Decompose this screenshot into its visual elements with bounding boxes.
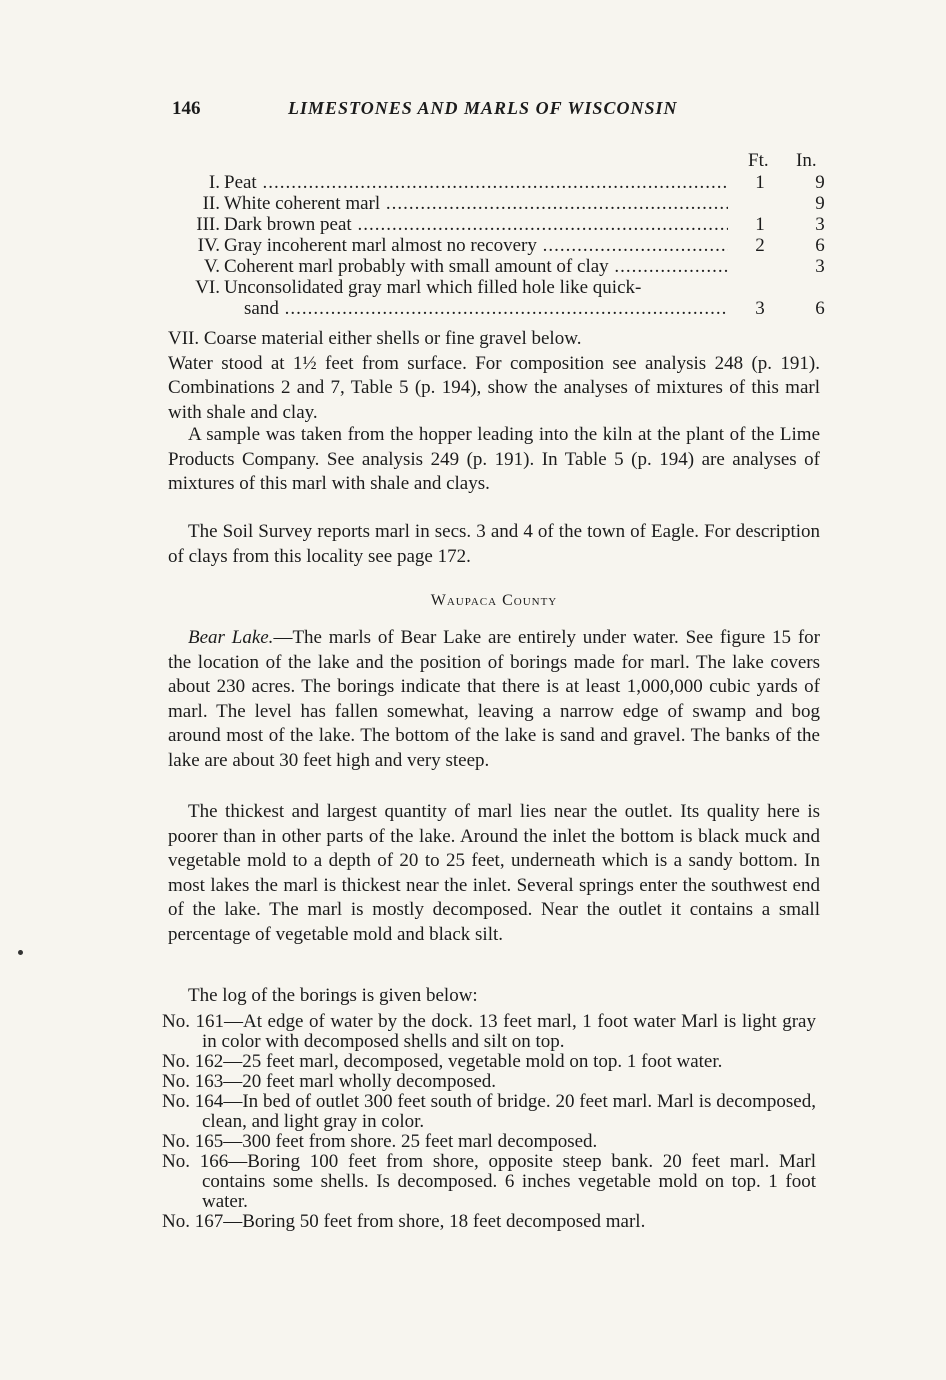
boring-text: —Boring 50 feet from shore, 18 feet decomposed marl. — [223, 1211, 646, 1232]
log-row — [172, 172, 824, 193]
layer-number: III. — [196, 214, 220, 235]
log-layer-seven: VII. Coarse material either shells or fine gravel below. — [168, 328, 582, 349]
layer-description: White coherent marl ..... — [224, 193, 728, 214]
layer-inches: 6 — [815, 235, 825, 256]
bear-lake-text — [168, 626, 820, 773]
boring-number: No. 165 — [162, 1131, 224, 1152]
page-number: 146 — [172, 98, 201, 119]
log-row — [172, 214, 824, 235]
column-header-feet: Ft. — [748, 150, 769, 171]
boring-text: —In bed of outlet 300 feet south of bridge. 20 feet marl. Marl is decomposed, clean, and light gray in color. — [202, 1091, 816, 1132]
layer-number: V. — [203, 256, 220, 277]
boring-number: No. 164 — [162, 1091, 224, 1112]
sample-text: A sample was taken from the hopper leading into the kiln at the plant of the Lime Products Company. See analysis 249 (p. 191). In Table 5 (p. 194) are analyses of mixtures of this marl with shale and clays. — [168, 424, 820, 494]
layer-feet: 2 — [755, 235, 765, 256]
boring-number: No. 163 — [162, 1071, 224, 1092]
layer-number: I. — [208, 172, 220, 193]
bear-lake-body: —The marls of Bear Lake are entirely under water. See figure 15 for the location of the lake and the position of borings made for marl. The lake covers about 230 acres. The borings indicate that there is at least 1,000,000 cubic yards of marl. The level has fallen somewhat, leaving a narrow edge of swamp and bog around most of the lake. The bottom of the lake is sand and gravel. The banks of the lake are about 30 feet high and very steep. — [168, 627, 820, 771]
layer-description: Dark brown peat ..... — [224, 214, 728, 235]
layer-number: IV. — [197, 235, 220, 256]
running-title: LIMESTONES AND MARLS OF WISCONSIN — [288, 98, 678, 118]
boring-number: No. 167 — [162, 1211, 224, 1232]
layer-inches: 3 — [815, 256, 825, 277]
layer-number: II. — [202, 193, 220, 214]
log-row-continuation — [172, 298, 824, 319]
boring-entry — [162, 1212, 816, 1232]
layer-description: Peat ..... — [224, 172, 728, 193]
boring-number: No. 166 — [162, 1151, 229, 1172]
layer-feet: 3 — [755, 298, 765, 319]
borings-list — [162, 1012, 816, 1232]
boring-entry — [162, 1052, 816, 1072]
paragraph-log-intro — [168, 984, 820, 1009]
layer-description: Gray incoherent marl almost no recovery ..... — [224, 235, 728, 256]
page-header — [172, 98, 772, 124]
paragraph-soil-survey — [168, 520, 820, 569]
boring-entry — [162, 1152, 816, 1212]
boring-entry — [162, 1092, 816, 1132]
layer-inches: 6 — [815, 298, 825, 319]
layer-description: Unconsolidated gray marl which filled hole like quick- — [224, 277, 642, 298]
paragraph-bear-lake — [168, 626, 820, 773]
layer-inches: 9 — [815, 172, 825, 193]
bear-lake-lead: Bear Lake. — [188, 627, 274, 648]
paragraph-marl-quality — [168, 800, 820, 947]
layer-inches: 9 — [815, 193, 825, 214]
boring-number: No. 161 — [162, 1011, 225, 1032]
layer-inches: 3 — [815, 214, 825, 235]
boring-text: —20 feet marl wholly decomposed. — [223, 1071, 497, 1092]
boring-text: —At edge of water by the dock. 13 feet marl, 1 foot water Marl is light gray in color with decomposed shells and silt on top. — [202, 1011, 816, 1052]
log-row — [172, 193, 824, 214]
boring-text: —300 feet from shore. 25 feet marl decomposed. — [223, 1131, 598, 1152]
column-header-inches: In. — [796, 150, 817, 171]
boring-number: No. 162 — [162, 1051, 224, 1072]
paragraph-water-level — [168, 327, 820, 425]
water-composition-text: Water stood at 1½ feet from surface. For composition see analysis 248 (p. 191). Combinations 2 and 7, Table 5 (p. 194), show the analyses of mixtures of this marl with shale and clay. — [168, 352, 820, 423]
paragraph-sample — [168, 423, 820, 497]
log-row — [172, 235, 824, 256]
marl-quality-text: The thickest and largest quantity of marl lies near the outlet. Its quality here is poorer than in other parts of the lake. Around the inlet the bottom is black muck and vegetable mold to a depth of 20 to 25 feet, underneath which is a sandy bottom. In most lakes the marl is thickest near the inlet. Several springs enter the southwest end of the lake. The marl is mostly decomposed. Near the outlet it contains a small percentage of vegetable mold and black silt. — [168, 801, 820, 945]
boring-log-table — [172, 150, 824, 319]
layer-description: Coherent marl probably with small amount of clay ..... — [224, 256, 728, 277]
layer-feet: 1 — [755, 172, 765, 193]
section-heading: Waupaca County — [430, 592, 558, 609]
log-table-header — [172, 150, 824, 172]
log-row — [172, 277, 824, 298]
scan-speck — [18, 950, 23, 955]
log-intro-text: The log of the borings is given below: — [188, 985, 478, 1006]
boring-text: —Boring 100 feet from shore, opposite steep bank. 20 feet marl. Marl contains some shells. Is decomposed. 6 inches vegetable mold on top. 1 foot water. — [202, 1151, 816, 1212]
log-row — [172, 256, 824, 277]
layer-number: VI. — [195, 277, 220, 298]
boring-entry — [162, 1072, 816, 1092]
boring-text: —25 feet marl, decomposed, vegetable mold on top. 1 foot water. — [223, 1051, 723, 1072]
boring-entry — [162, 1012, 816, 1052]
layer-description-continued: sand ..... — [244, 298, 728, 319]
layer-feet: 1 — [755, 214, 765, 235]
soil-survey-text: The Soil Survey reports marl in secs. 3 and 4 of the town of Eagle. For description of clays from this locality see page 172. — [168, 521, 820, 567]
boring-entry — [162, 1132, 816, 1152]
